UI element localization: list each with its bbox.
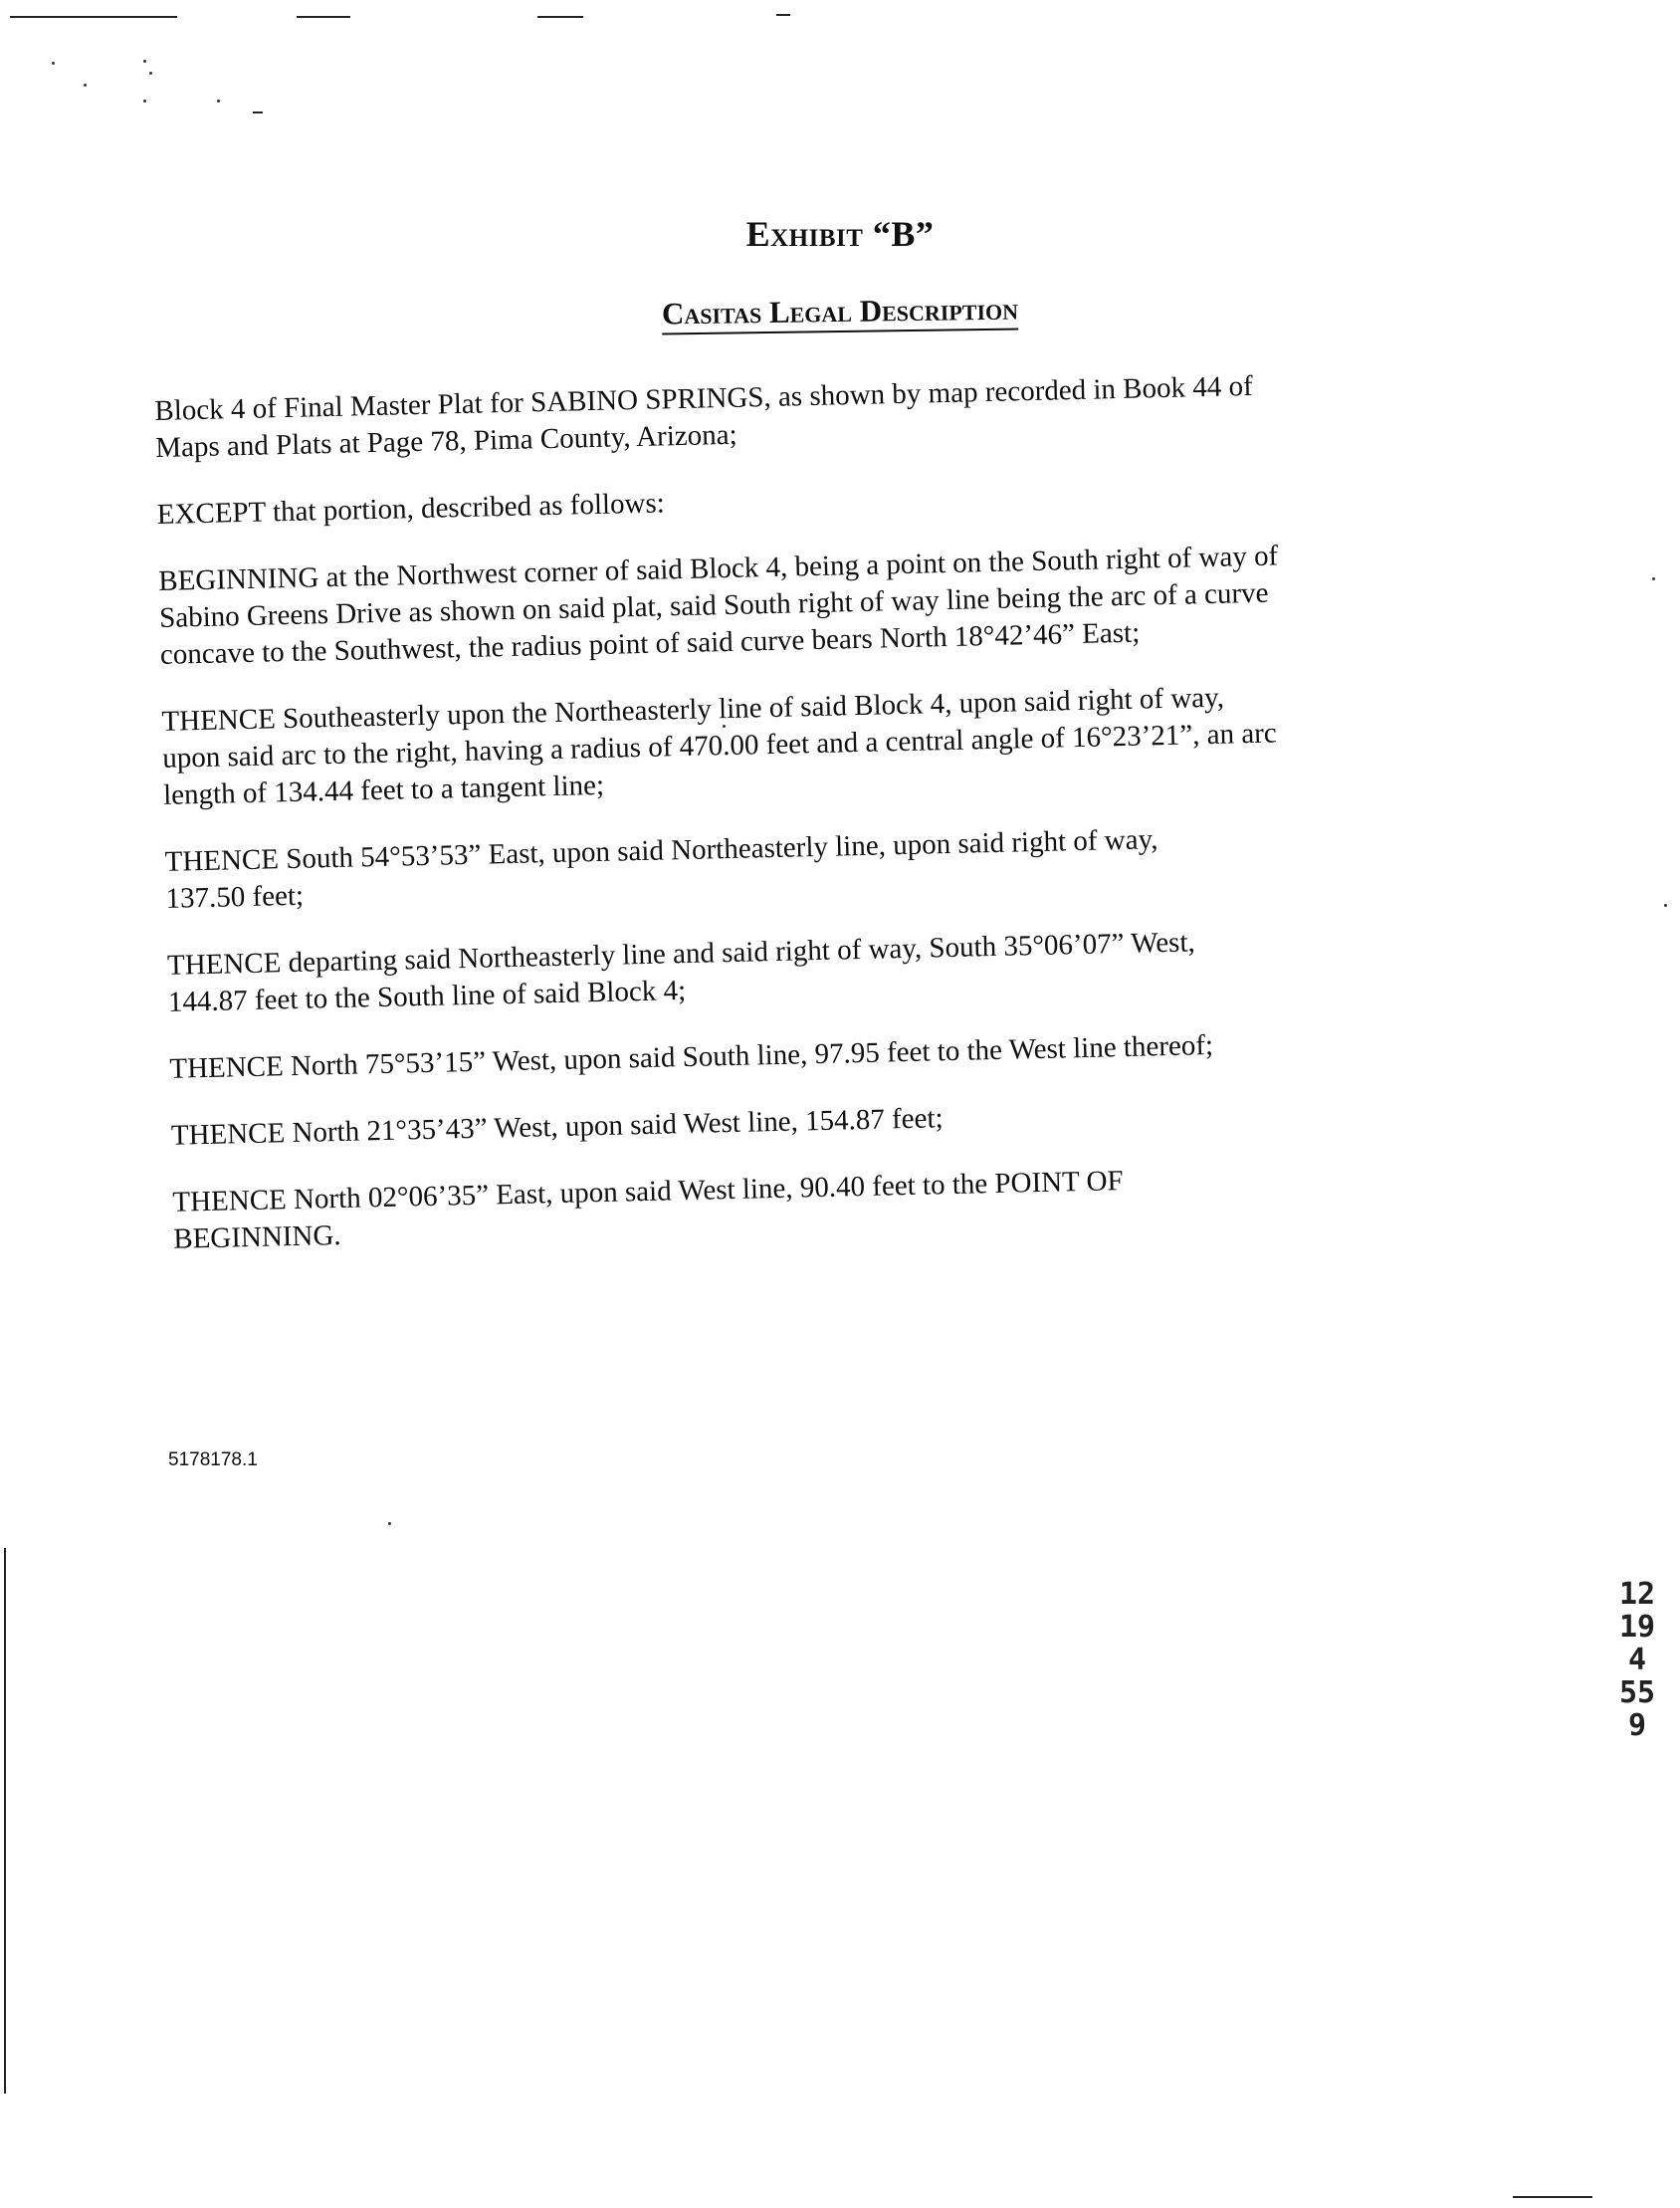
recording-stamp-number: 12194 559 [1618,1577,1656,1743]
scan-speck [149,72,152,75]
paragraph-block-description: Block 4 of Final Master Plat for SABINO SPRINGS, as shown by map recorded in Book 44 of Maps and Plats at Page 78, Pima County, Arizona; [154,369,1254,464]
legal-description-body [154,364,1468,1288]
scan-artifact-line [10,16,177,18]
document-number: 5178178.1 [168,1449,258,1470]
scan-speck [1664,904,1667,907]
paragraph-course-arc: THENCE Southeasterly upon the Northeasterly line of said Block 4, upon said right of way, upon said arc to the right, having a radius of 470.00 feet and a central angle of 16°23’21”, an arc length of 134.44 feet to a tangent line; [161,681,1278,811]
scan-artifact-line [253,111,263,113]
paragraph-course-south-west: THENCE departing said Northeasterly line and said right of way, South 35°06’07” West, 144.87 feet to the South line of said Block 4; [166,926,1196,1018]
scan-artifact-line [776,14,790,16]
paragraph-beginning: BEGINNING at the Northwest corner of said Block 4, being a point on the South right of way of Sabino Greens Drive as shown on said plat, said South right of way line being the arc of a curve concave to the Southwest, the radius point of said curve bears North 18°42’46” East; [157,540,1279,671]
scan-speck [1652,577,1655,580]
scan-speck [143,100,146,103]
scan-speck [84,84,87,87]
scan-artifact-edge-line [4,1548,6,2094]
paragraph-course-north-21: THENCE North 21°35’43” West, upon said West line, 154.87 feet; [170,1102,944,1152]
scan-speck [217,100,220,103]
scan-artifact-line [1513,2196,1592,2198]
paragraph-exception: EXCEPT that portion, described as follows: [156,487,666,531]
paragraph-course-south-east: THENCE South 54°53’53” East, upon said Northeasterly line, upon said right of way, 137.50 feet; [164,823,1158,915]
scan-speck [52,62,55,65]
scan-speck [388,1522,391,1525]
paragraph-course-north-02: THENCE North 02°06’35” East, upon said West line, 90.40 feet to the POINT OF BEGINNING. [172,1165,1124,1255]
paragraph-course-north-75: THENCE North 75°53’15” West, upon said South line, 97.95 feet to the West line thereof; [169,1029,1214,1085]
scan-speck [143,60,146,63]
scan-artifact-line [297,16,350,18]
exhibit-title: Exhibit “B” [745,214,935,254]
scan-artifact-line [537,16,583,18]
legal-description-heading: Casitas Legal Description [662,292,1019,335]
subtitle-container [0,282,1680,344]
